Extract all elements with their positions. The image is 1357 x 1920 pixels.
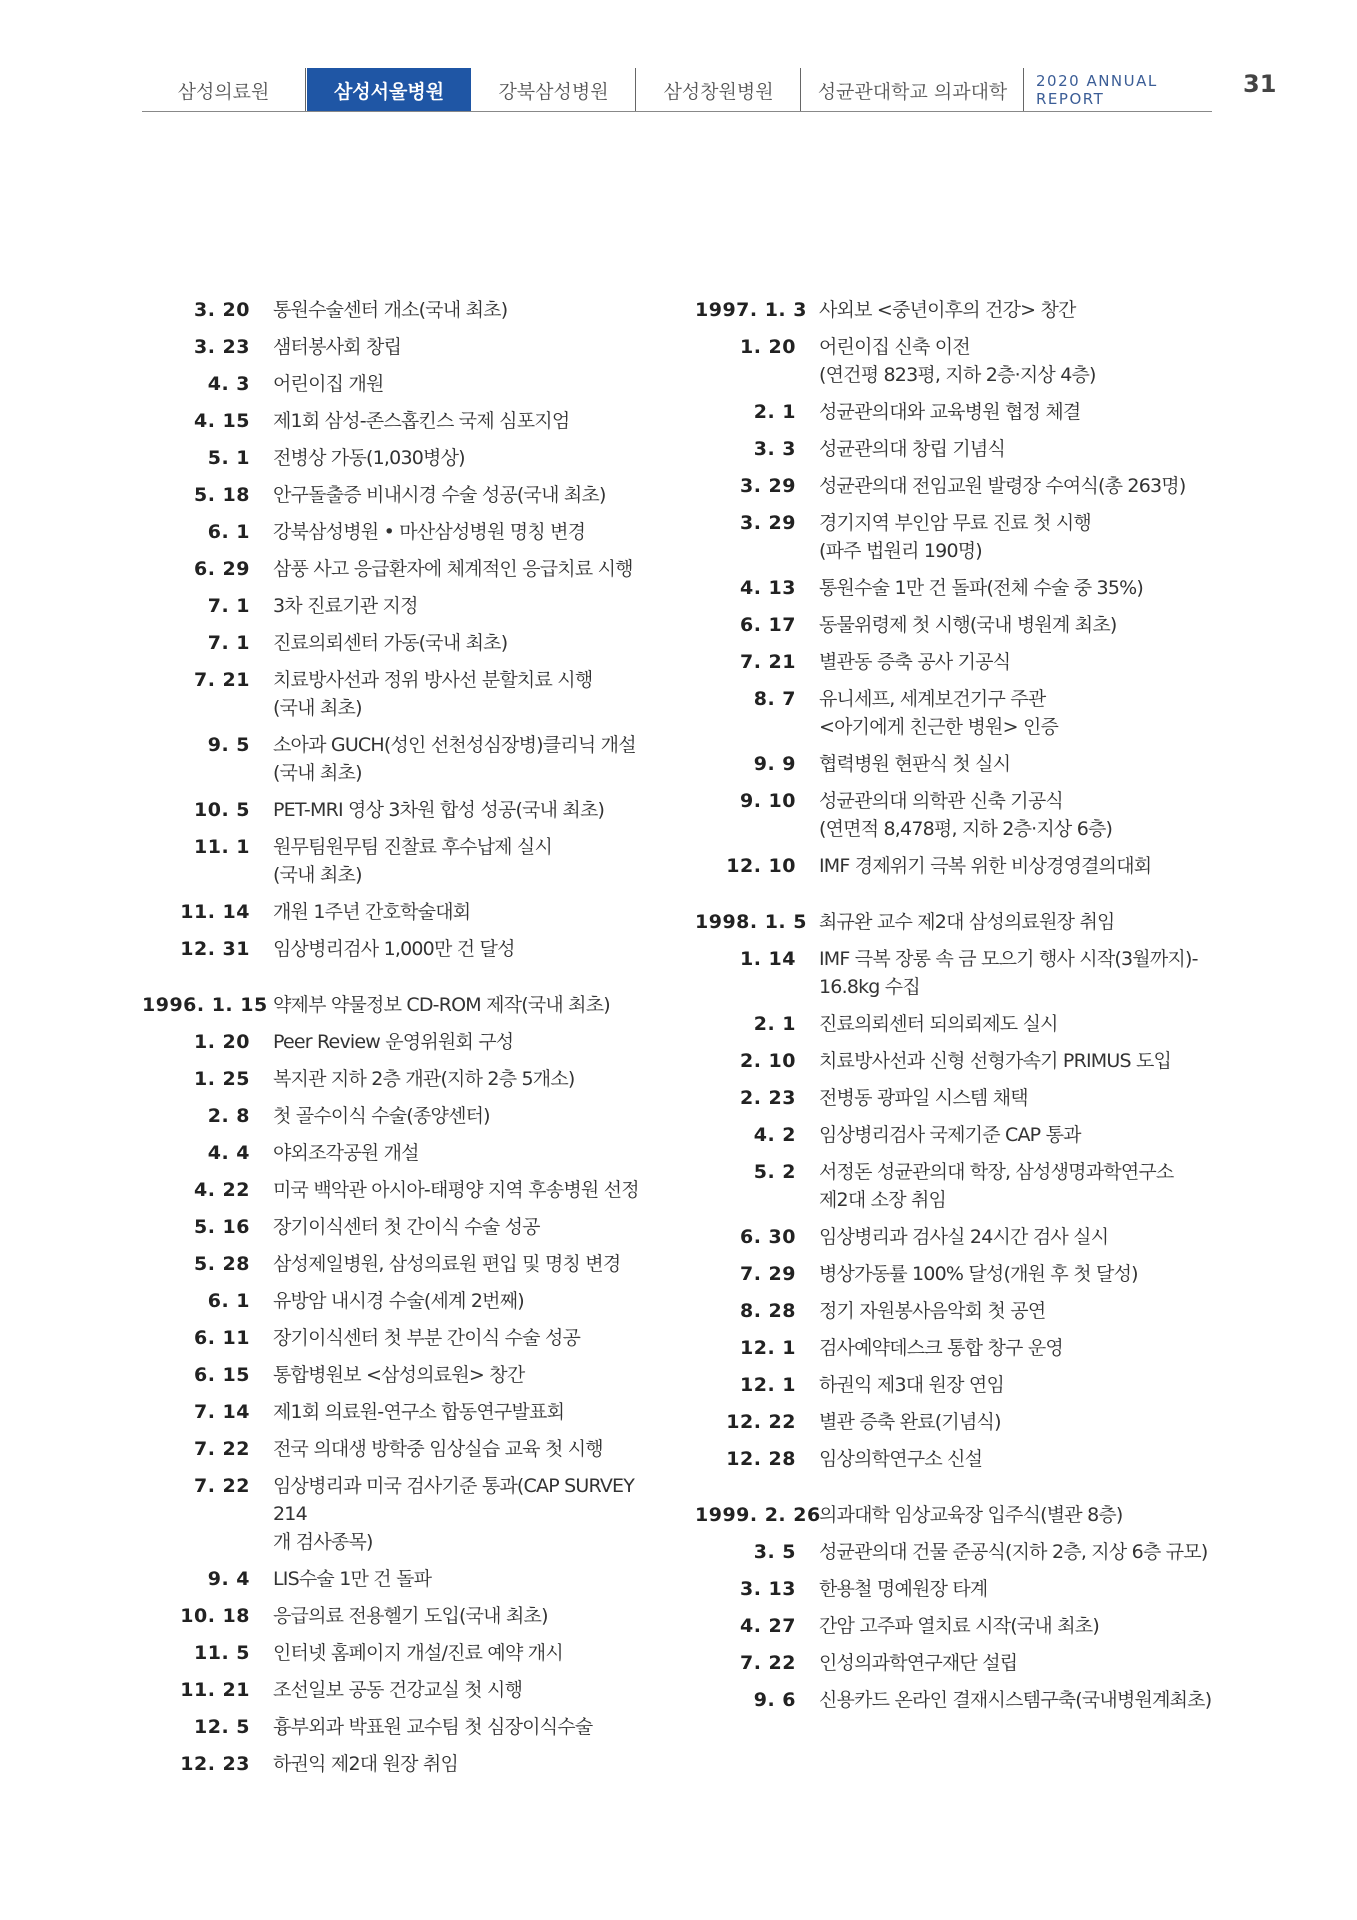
entry-text: 소아과 GUCH(성인 선천성심장병)클리닉 개설 (국내 최초): [273, 734, 636, 784]
entry-text: 임상병리검사 국제기준 CAP 통과: [819, 1124, 1081, 1146]
timeline-entry: [695, 1223, 1240, 1251]
entry-text: 임상병리검사 1,000만 건 달성: [273, 938, 515, 960]
entry-text: 하권익 제3대 원장 연임: [819, 1374, 1004, 1396]
entry-date: 4. 2: [753, 1124, 796, 1146]
entry-text: 흉부외과 박표원 교수팀 첫 심장이식수술: [273, 1716, 593, 1738]
timeline-entry: [142, 898, 662, 926]
entry-text: 검사예약데스크 통합 창구 운영: [819, 1337, 1063, 1359]
entry-date: 5. 16: [194, 1216, 250, 1238]
entry-date: 10. 5: [194, 799, 250, 821]
entry-text: 임상병리과 미국 검사기준 통과(CAP SURVEY 214 개 검사종목): [273, 1475, 635, 1553]
timeline-entry: [142, 1398, 662, 1426]
entry-date: 3. 29: [740, 512, 796, 534]
entry-text: 통합병원보 <삼성의료원> 창간: [273, 1364, 525, 1386]
timeline-entry: [695, 1538, 1240, 1566]
entry-date: 6. 17: [740, 614, 796, 636]
entry-date: 9. 9: [753, 753, 796, 775]
entry-text: 성균관의대 전임교원 발령장 수여식(총 263명): [819, 475, 1186, 497]
entry-text: 성균관의대 창립 기념식: [819, 438, 1006, 460]
entry-text: 전병동 광파일 시스템 채택: [819, 1087, 1028, 1109]
timeline-entry: [142, 1176, 662, 1204]
timeline-entry: [142, 481, 662, 509]
header-nav: [142, 68, 1212, 112]
timeline-left-column: [142, 296, 662, 1787]
entry-date: 12. 23: [180, 1753, 250, 1775]
entry-text: Peer Review 운영위원회 구성: [273, 1031, 514, 1053]
timeline-entry: [142, 370, 662, 398]
entry-text: 성균관의대 건물 준공식(지하 2층, 지상 6층 규모): [819, 1541, 1208, 1563]
entry-date: 4. 22: [194, 1179, 250, 1201]
entry-text: 성균관의대와 교육병원 협정 체결: [819, 401, 1081, 423]
timeline-entry: [695, 1408, 1240, 1436]
entry-date: 4. 3: [207, 373, 250, 395]
entry-date: 3. 20: [194, 299, 250, 321]
entry-text: 첫 골수이식 수술(종양센터): [273, 1105, 490, 1127]
timeline-entry: [142, 1639, 662, 1667]
entry-date: 6. 1: [207, 521, 250, 543]
entry-date: 1996. 1. 15: [142, 994, 268, 1016]
timeline-entry: [695, 1649, 1240, 1677]
entry-date: 1999. 2. 26: [695, 1504, 821, 1526]
timeline-entry: [142, 1750, 662, 1778]
timeline-entry: [142, 629, 662, 657]
entry-date: 5. 2: [753, 1161, 796, 1183]
entry-date: 7. 22: [194, 1475, 250, 1497]
entry-date: 7. 1: [207, 632, 250, 654]
timeline-entry: [142, 731, 662, 787]
entry-date: 2. 1: [753, 1013, 796, 1035]
entry-date: 11. 21: [180, 1679, 250, 1701]
entry-date: 5. 28: [194, 1253, 250, 1275]
entry-date: 4. 13: [740, 577, 796, 599]
entry-date: 4. 4: [207, 1142, 250, 1164]
entry-date: 9. 5: [207, 734, 250, 756]
timeline-entry: [142, 518, 662, 546]
timeline-entry: [142, 1565, 662, 1593]
timeline-entry: [695, 685, 1240, 741]
entry-text: 경기지역 부인암 무료 진료 첫 시행 (파주 법원리 190명): [819, 512, 1091, 562]
timeline-entry: [695, 1612, 1240, 1640]
timeline-entry: [695, 509, 1240, 565]
timeline-entry: [142, 796, 662, 824]
timeline-entry: [695, 1297, 1240, 1325]
entry-date: 4. 15: [194, 410, 250, 432]
entry-date: 4. 27: [740, 1615, 796, 1637]
report-title: 2020 ANNUAL REPORT: [1036, 72, 1158, 108]
page-number: 31: [1243, 70, 1277, 98]
entry-text: 장기이식센터 첫 부분 간이식 수술 성공: [273, 1327, 581, 1349]
entry-text: 통원수술 1만 건 돌파(전체 수술 중 35%): [819, 577, 1143, 599]
entry-text: 유방암 내시경 수술(세계 2번째): [273, 1290, 524, 1312]
tab-kangbuk-samsung-hospital[interactable]: [472, 68, 636, 112]
entry-date: 12. 22: [726, 1411, 796, 1433]
timeline-entry: [695, 1445, 1240, 1473]
timeline-entry: [142, 1713, 662, 1741]
entry-text: LIS수술 1만 건 돌파: [273, 1568, 432, 1590]
timeline-entry: [142, 1250, 662, 1278]
timeline-entry: [142, 333, 662, 361]
entry-text: 조선일보 공동 건강교실 첫 시행: [273, 1679, 523, 1701]
timeline-entry: [695, 648, 1240, 676]
tab-skku-medicine[interactable]: [802, 68, 1024, 112]
timeline-entry: [142, 444, 662, 472]
timeline-entry: [695, 1686, 1240, 1714]
entry-text: 병상가동률 100% 달성(개원 후 첫 달성): [819, 1263, 1138, 1285]
timeline-entry: [695, 1501, 1240, 1529]
timeline-entry: [695, 472, 1240, 500]
entry-date: 12. 1: [740, 1337, 796, 1359]
entry-date: 11. 5: [194, 1642, 250, 1664]
entry-date: 3. 23: [194, 336, 250, 358]
entry-date: 3. 29: [740, 475, 796, 497]
entry-date: 11. 1: [194, 836, 250, 858]
entry-text: 전병상 가동(1,030병상): [273, 447, 465, 469]
entry-text: 동물위령제 첫 시행(국내 병원계 최초): [819, 614, 1117, 636]
timeline-right-column: [695, 296, 1240, 1723]
entry-text: 서정돈 성균관의대 학장, 삼성생명과학연구소 제2대 소장 취임: [819, 1161, 1174, 1211]
entry-text: 장기이식센터 첫 간이식 수술 성공: [273, 1216, 540, 1238]
timeline-entry: [695, 296, 1240, 324]
timeline-entry: [695, 1121, 1240, 1149]
entry-date: 6. 30: [740, 1226, 796, 1248]
tab-samsung-medical-center[interactable]: [142, 68, 306, 112]
timeline-entry: [695, 750, 1240, 778]
entry-date: 7. 21: [194, 669, 250, 691]
entry-date: 2. 1: [753, 401, 796, 423]
timeline-entry: [142, 592, 662, 620]
entry-text: 임상의학연구소 신설: [819, 1448, 983, 1470]
entry-text: 원무팀원무팀 진찰료 후수납제 실시 (국내 최초): [273, 836, 553, 886]
entry-date: 7. 21: [740, 651, 796, 673]
entry-text: 안구돌출증 비내시경 수술 성공(국내 최초): [273, 484, 606, 506]
entry-text: 3차 진료기관 지정: [273, 595, 418, 617]
entry-date: 12. 28: [726, 1448, 796, 1470]
entry-text: 인성의과학연구재단 설립: [819, 1652, 1018, 1674]
entry-date: 9. 4: [207, 1568, 250, 1590]
entry-text: PET-MRI 영상 3차원 합성 성공(국내 최초): [273, 799, 605, 821]
timeline-entry: [695, 852, 1240, 880]
timeline-entry: [695, 1047, 1240, 1075]
entry-date: 12. 1: [740, 1374, 796, 1396]
entry-text: 한용철 명예원장 타계: [819, 1578, 988, 1600]
timeline-entry: [142, 296, 662, 324]
entry-text: 협력병원 현판식 첫 실시: [819, 753, 1011, 775]
entry-text: 치료방사선과 신형 선형가속기 PRIMUS 도입: [819, 1050, 1172, 1072]
header-divider: [142, 111, 1212, 112]
timeline-entry: [695, 1010, 1240, 1038]
entry-date: 2. 10: [740, 1050, 796, 1072]
timeline-entry: [695, 1084, 1240, 1112]
tab-label: 삼성서울병원: [333, 80, 445, 103]
entry-date: 1. 14: [740, 948, 796, 970]
entry-text: 삼성제일병원, 삼성의료원 편입 및 명칭 변경: [273, 1253, 621, 1275]
entry-text: 통원수술센터 개소(국내 최초): [273, 299, 508, 321]
tab-label: 강북삼성병원: [498, 80, 609, 103]
entry-date: 8. 28: [740, 1300, 796, 1322]
entry-text: 개원 1주년 간호학술대회: [273, 901, 471, 923]
entry-text: 미국 백악관 아시아-태평양 지역 후송병원 선정: [273, 1179, 639, 1201]
tab-label: 삼성의료원: [177, 80, 270, 103]
entry-text: 복지관 지하 2층 개관(지하 2층 5개소): [273, 1068, 575, 1090]
entry-date: 9. 10: [740, 790, 796, 812]
entry-text: 어린이집 신축 이전 (연건평 823평, 지하 2층·지상 4층): [819, 336, 1096, 386]
entry-date: 6. 15: [194, 1364, 250, 1386]
timeline-entry: [142, 1602, 662, 1630]
entry-date: 9. 6: [753, 1689, 796, 1711]
entry-text: 응급의료 전용헬기 도입(국내 최초): [273, 1605, 548, 1627]
timeline-entry: [695, 435, 1240, 463]
entry-date: 7. 1: [207, 595, 250, 617]
timeline-entry: [142, 1139, 662, 1167]
entry-date: 12. 31: [180, 938, 250, 960]
entry-text: 제1회 의료원-연구소 합동연구발표회: [273, 1401, 565, 1423]
entry-text: IMF 경제위기 극복 위한 비상경영결의대회: [819, 855, 1152, 877]
entry-date: 7. 14: [194, 1401, 250, 1423]
timeline-entry: [695, 333, 1240, 389]
entry-text: 야외조각공원 개설: [273, 1142, 419, 1164]
entry-text: 최규완 교수 제2대 삼성의료원장 취임: [819, 911, 1115, 933]
timeline-entry: [142, 1472, 662, 1556]
entry-text: 정기 자원봉사음악회 첫 공연: [819, 1300, 1046, 1322]
entry-date: 3. 5: [753, 1541, 796, 1563]
entry-date: 10. 18: [180, 1605, 250, 1627]
entry-date: 3. 13: [740, 1578, 796, 1600]
entry-date: 2. 8: [207, 1105, 250, 1127]
timeline-entry: [695, 611, 1240, 639]
timeline-entry: [142, 666, 662, 722]
entry-text: 별관동 증축 공사 기공식: [819, 651, 1011, 673]
entry-date: 8. 7: [753, 688, 796, 710]
timeline-entry: [695, 787, 1240, 843]
entry-text: 진료의뢰센터 가동(국내 최초): [273, 632, 508, 654]
timeline-entry: [142, 1287, 662, 1315]
timeline-entry: [142, 991, 662, 1019]
timeline-entry: [142, 1324, 662, 1352]
entry-date: 12. 10: [726, 855, 796, 877]
timeline-entry: [695, 1260, 1240, 1288]
entry-date: 1. 20: [740, 336, 796, 358]
entry-date: 1. 20: [194, 1031, 250, 1053]
timeline-entry: [695, 1575, 1240, 1603]
entry-date: 7. 22: [740, 1652, 796, 1674]
timeline-entry: [695, 945, 1240, 1001]
entry-date: 3. 3: [753, 438, 796, 460]
timeline-entry: [142, 935, 662, 963]
timeline-entry: [695, 908, 1240, 936]
entry-date: 1998. 1. 5: [695, 911, 807, 933]
entry-text: 약제부 약물정보 CD-ROM 제작(국내 최초): [273, 994, 610, 1016]
timeline-entry: [695, 1334, 1240, 1362]
entry-text: 진료의뢰센터 되의뢰제도 실시: [819, 1013, 1058, 1035]
entry-text: 신용카드 온라인 결재시스템구축(국내병원계최초): [819, 1689, 1212, 1711]
entry-text: 임상병리과 검사실 24시간 검사 실시: [819, 1226, 1109, 1248]
timeline-entry: [142, 833, 662, 889]
timeline-entry: [695, 1371, 1240, 1399]
entry-text: 치료방사선과 정위 방사선 분할치료 시행 (국내 최초): [273, 669, 593, 719]
entry-text: 유니세프, 세계보건기구 주관 <아기에게 친근한 병원> 인증: [819, 688, 1059, 738]
entry-date: 11. 14: [180, 901, 250, 923]
timeline-entry: [695, 398, 1240, 426]
entry-date: 5. 1: [207, 447, 250, 469]
entry-text: IMF 극복 장롱 속 금 모으기 행사 시작(3월까지)- 16.8kg 수집: [819, 948, 1198, 998]
entry-date: 6. 1: [207, 1290, 250, 1312]
entry-text: 성균관의대 의학관 신축 기공식 (연면적 8,478평, 지하 2층·지상 6층): [819, 790, 1113, 840]
timeline-entry: [142, 1676, 662, 1704]
timeline-entry: [142, 1435, 662, 1463]
entry-date: 1997. 1. 3: [695, 299, 807, 321]
entry-date: 7. 22: [194, 1438, 250, 1460]
entry-text: 간암 고주파 열치료 시작(국내 최초): [819, 1615, 1099, 1637]
timeline-entry: [695, 1158, 1240, 1214]
entry-text: 샘터봉사회 창립: [273, 336, 402, 358]
timeline-entry: [142, 1102, 662, 1130]
entry-text: 강북삼성병원 • 마산삼성병원 명칭 변경: [273, 521, 586, 543]
entry-text: 삼풍 사고 응급환자에 체계적인 응급치료 시행: [273, 558, 633, 580]
entry-text: 하권익 제2대 원장 취임: [273, 1753, 458, 1775]
timeline-entry: [142, 1065, 662, 1093]
entry-text: 의과대학 임상교육장 입주식(별관 8층): [819, 1504, 1123, 1526]
entry-text: 어린이집 개원: [273, 373, 384, 395]
tab-samsung-seoul-hospital[interactable]: [307, 68, 471, 112]
timeline-entry: [695, 574, 1240, 602]
entry-date: 6. 29: [194, 558, 250, 580]
timeline-entry: [142, 1213, 662, 1241]
entry-date: 12. 5: [194, 1716, 250, 1738]
entry-date: 1. 25: [194, 1068, 250, 1090]
tab-label: 삼성창원병원: [663, 80, 774, 103]
timeline-entry: [142, 555, 662, 583]
timeline-entry: [142, 1361, 662, 1389]
entry-date: 5. 18: [194, 484, 250, 506]
entry-date: 2. 23: [740, 1087, 796, 1109]
timeline-entry: [142, 1028, 662, 1056]
tab-label: 성균관대학교 의과대학: [817, 80, 1008, 103]
timeline-entry: [142, 407, 662, 435]
entry-text: 인터넷 홈페이지 개설/진료 예약 개시: [273, 1642, 563, 1664]
entry-date: 6. 11: [194, 1327, 250, 1349]
entry-text: 사외보 <중년이후의 건강> 창간: [819, 299, 1076, 321]
entry-date: 7. 29: [740, 1263, 796, 1285]
tab-samsung-changwon-hospital[interactable]: [637, 68, 801, 112]
entry-text: 제1회 삼성-존스홉킨스 국제 심포지엄: [273, 410, 570, 432]
entry-text: 별관 증축 완료(기념식): [819, 1411, 1001, 1433]
entry-text: 전국 의대생 방학중 임상실습 교육 첫 시행: [273, 1438, 603, 1460]
